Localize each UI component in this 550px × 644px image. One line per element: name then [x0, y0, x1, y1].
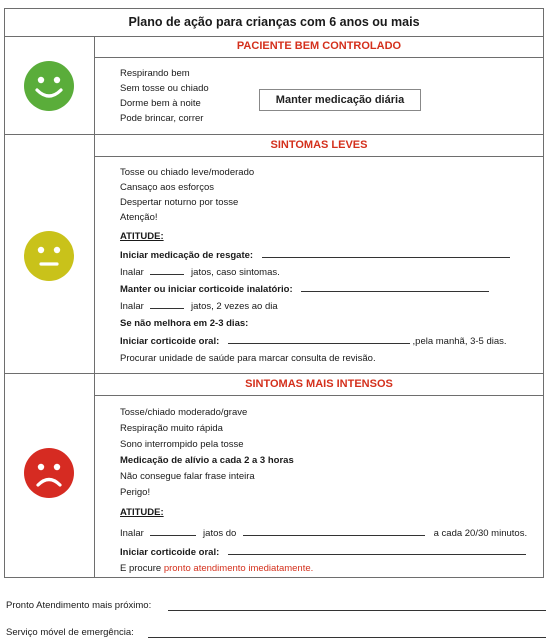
inalar-intenso-suffix: a cada 20/30 minutos.: [433, 528, 528, 539]
yellow-line: Tosse ou chiado leve/moderado: [120, 167, 255, 178]
oral-corticoid-field[interactable]: [228, 334, 410, 344]
red-oral-corticoid-row: [120, 545, 526, 559]
pronto-atendimento-label: Pronto Atendimento mais próximo:: [6, 600, 152, 611]
zone-yellow: [5, 135, 543, 374]
green-line: Dorme bem à noite: [120, 98, 201, 109]
neutral-face-icon: [23, 230, 75, 282]
zone-yellow-heading: SINTOMAS LEVES: [95, 135, 543, 157]
happy-face-icon: [23, 60, 75, 112]
inalar-label: Inalar: [120, 267, 144, 278]
red-line: Tosse/chiado moderado/grave: [120, 407, 248, 418]
inalar-label: Inalar: [120, 301, 144, 312]
zone-green: [5, 36, 543, 135]
rescue-medication-row: [120, 248, 510, 262]
rescue-medication-label: Iniciar medicação de resgate:: [120, 250, 254, 261]
red-line: Perigo!: [120, 487, 151, 498]
oral-corticoid-row: [120, 334, 507, 348]
red-line: Sono interrompido pela tosse: [120, 439, 244, 450]
yellow-line: Atenção!: [120, 212, 158, 223]
yellow-atitude-label: ATITUDE:: [120, 231, 164, 242]
inalar-intenso-jatos-field[interactable]: [150, 526, 196, 536]
action-plan-card: [4, 8, 544, 578]
inalar-manutencao-suffix: jatos, 2 vezes ao dia: [191, 301, 278, 312]
zone-red: [5, 374, 543, 577]
procure-emphasis: pronto atendimento imediatamente.: [163, 563, 314, 574]
inalar-resgate-row: [120, 265, 280, 279]
inalar-intenso-medication-field[interactable]: [243, 526, 425, 536]
green-line: Sem tosse ou chiado: [120, 83, 209, 94]
servico-emergencia-field[interactable]: [148, 637, 546, 638]
red-line: Respiração muito rápida: [120, 423, 223, 434]
procurar-unidade-line: Procurar unidade de saúde para marcar consulta de revisão.: [120, 353, 376, 364]
inalar-manutencao-jatos-field[interactable]: [150, 299, 184, 309]
red-oral-corticoid-field[interactable]: [228, 545, 526, 555]
face-cell-yellow: [5, 135, 95, 373]
maintain-corticoid-label: Manter ou iniciar corticoide inalatório:: [120, 284, 293, 295]
zone-red-heading: SINTOMAS MAIS INTENSOS: [95, 374, 543, 396]
face-cell-red: [5, 374, 95, 577]
relief-medication-line: Medicação de alívio a cada 2 a 3 horas: [120, 455, 294, 466]
red-line: Não consegue falar frase inteira: [120, 471, 255, 482]
red-oral-corticoid-label: Iniciar corticoide oral:: [120, 547, 220, 558]
oral-corticoid-label: Iniciar corticoide oral:: [120, 336, 220, 347]
maintain-corticoid-field[interactable]: [301, 282, 489, 292]
inalar-label: Inalar: [120, 528, 144, 539]
green-line: Pode brincar, correr: [120, 113, 204, 124]
green-line: Respirando bem: [120, 68, 190, 79]
yellow-line: Despertar noturno por tosse: [120, 197, 239, 208]
zone-green-heading: PACIENTE BEM CONTROLADO: [95, 36, 543, 58]
page-title: Plano de ação para crianças com 6 anos ou mais: [5, 9, 543, 37]
inalar-intenso-row: [120, 526, 527, 540]
face-cell-green: [5, 36, 95, 134]
maintain-medication-box: Manter medicação diária: [259, 89, 421, 111]
no-improvement-label: Se não melhora em 2-3 dias:: [120, 318, 249, 329]
pronto-atendimento-field[interactable]: [168, 610, 546, 611]
maintain-corticoid-row: [120, 282, 489, 296]
inalar-intenso-jatos-do: jatos do: [203, 528, 237, 539]
inalar-resgate-jatos-field[interactable]: [150, 265, 184, 275]
yellow-line: Cansaço aos esforços: [120, 182, 214, 193]
procure-label: E procure: [120, 563, 162, 574]
inalar-resgate-suffix: jatos, caso sintomas.: [191, 267, 280, 278]
rescue-medication-field[interactable]: [262, 248, 510, 258]
oral-corticoid-suffix: ,pela manhã, 3-5 dias.: [412, 336, 507, 347]
red-atitude-label: ATITUDE:: [120, 507, 164, 518]
procure-atendimento-row: [120, 563, 313, 575]
sad-face-icon: [23, 447, 75, 499]
inalar-manutencao-row: [120, 299, 278, 313]
servico-emergencia-label: Serviço móvel de emergência:: [6, 627, 134, 638]
